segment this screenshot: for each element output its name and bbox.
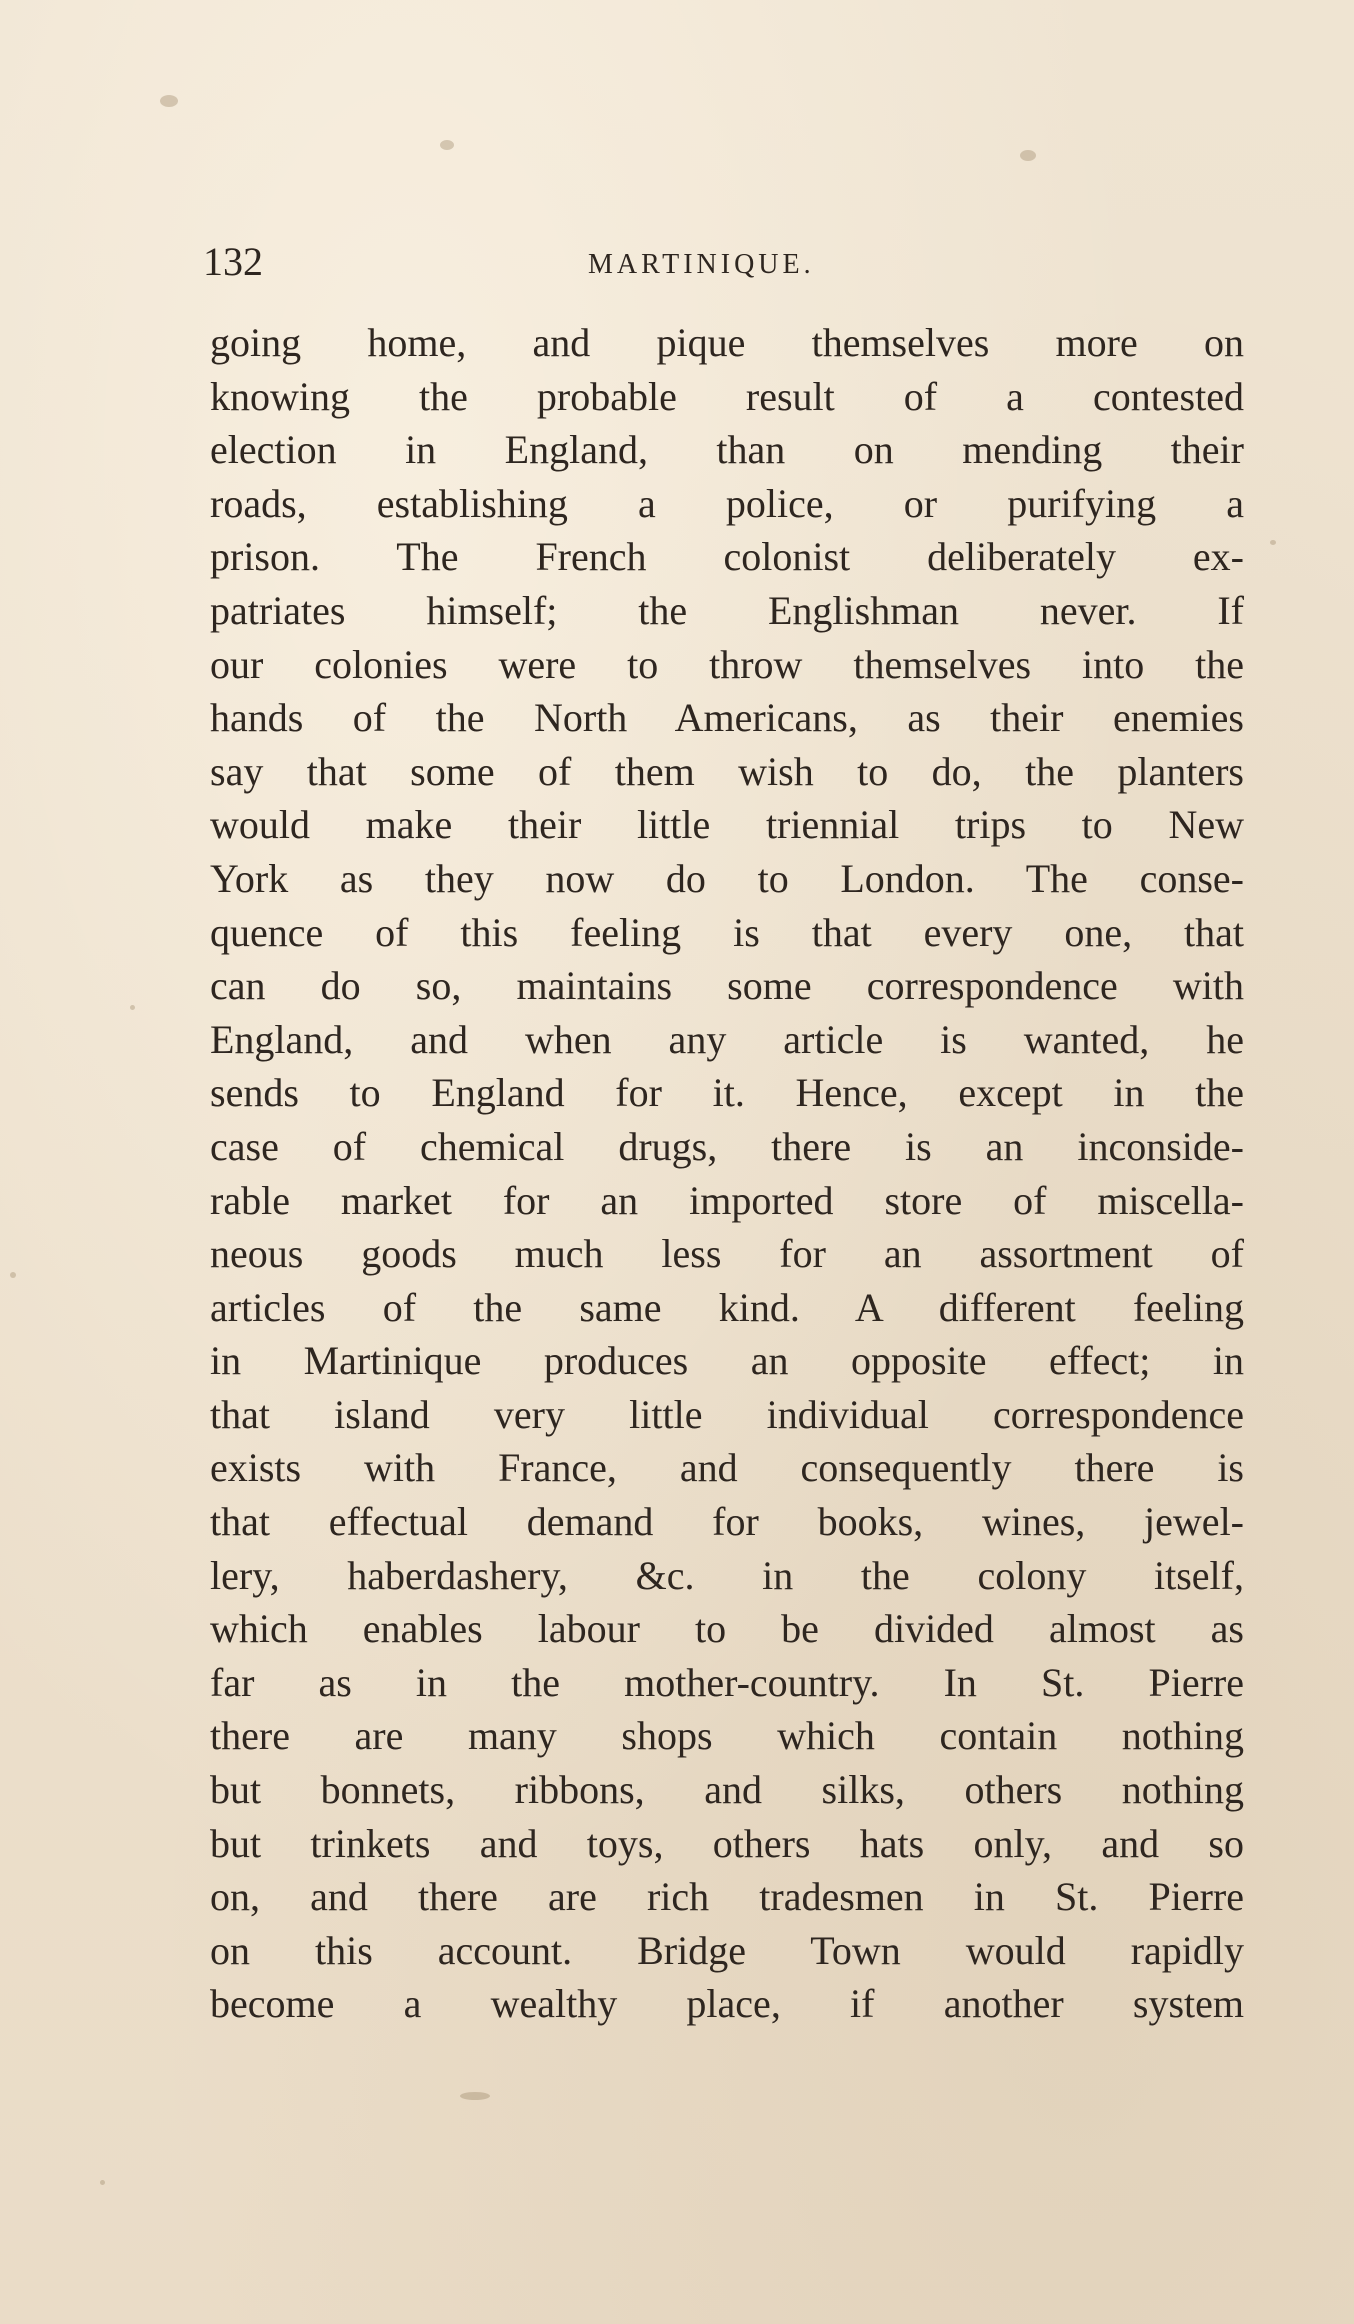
text-line: knowing the probable result of a contested (210, 373, 1244, 419)
text-line: there are many shops which contain nothing (210, 1713, 1244, 1759)
text-line: rable market for an imported store of miscella- (210, 1177, 1244, 1223)
text-line: our colonies were to throw themselves into the (210, 641, 1244, 687)
text-line: say that some of them wish to do, the planters (210, 748, 1244, 794)
text-line: case of chemical drugs, there is an inconside- (210, 1123, 1244, 1169)
text-line: but bonnets, ribbons, and silks, others nothing (210, 1767, 1244, 1813)
text-line: quence of this feeling is that every one, that (210, 909, 1244, 955)
text-line: on, and there are rich tradesmen in St. Pierre (210, 1874, 1244, 1920)
page-header (203, 234, 1243, 290)
text-line: far as in the mother-country. In St. Pierre (210, 1659, 1244, 1705)
text-line: articles of the same kind. A different feeling (210, 1284, 1244, 1330)
text-line: neous goods much less for an assortment of (210, 1231, 1244, 1277)
paper-speck (130, 1005, 135, 1010)
text-line: can do so, maintains some correspondence with (210, 963, 1244, 1009)
text-line: election in England, than on mending their (210, 427, 1244, 473)
paper-speck (100, 2180, 105, 2185)
page-number: 132 (203, 239, 263, 284)
body-text (210, 316, 1244, 2031)
text-line: exists with France, and consequently there is (210, 1445, 1244, 1491)
text-line: roads, establishing a police, or purifying a (210, 480, 1244, 526)
text-line: sends to England for it. Hence, except in the (210, 1070, 1244, 1116)
text-line: which enables labour to be divided almost as (210, 1606, 1244, 1652)
paper-speck (10, 1272, 16, 1278)
text-line: hands of the North Americans, as their enemies (210, 695, 1244, 741)
text-line: going home, and pique themselves more on (210, 320, 1244, 365)
text-line: patriates himself; the Englishman never. If (210, 587, 1244, 633)
text-line: England, and when any article is wanted, he (210, 1016, 1244, 1062)
paper-speck (440, 140, 454, 150)
paper-speck (1270, 540, 1276, 545)
text-line: would make their little triennial trips to New (210, 802, 1244, 848)
paper-speck (460, 2092, 490, 2100)
text-line: that island very little individual correspondence (210, 1391, 1244, 1437)
paper-speck (1020, 150, 1036, 161)
text-line: on this account. Bridge Town would rapidly (210, 1927, 1244, 1973)
paper-speck (160, 95, 178, 107)
text-line: lery, haberdashery, &c. in the colony itself, (210, 1552, 1244, 1598)
text-line: that effectual demand for books, wines, jewel- (210, 1499, 1244, 1545)
text-line: prison. The French colonist deliberately ex- (210, 534, 1244, 580)
text-line: in Martinique produces an opposite effect; in (210, 1338, 1244, 1384)
text-line: become a wealthy place, if another system (210, 1981, 1244, 2027)
text-line: York as they now do to London. The conse- (210, 855, 1244, 901)
running-head: MARTINIQUE. (588, 249, 815, 280)
text-line: but trinkets and toys, others hats only, and so (210, 1820, 1244, 1866)
